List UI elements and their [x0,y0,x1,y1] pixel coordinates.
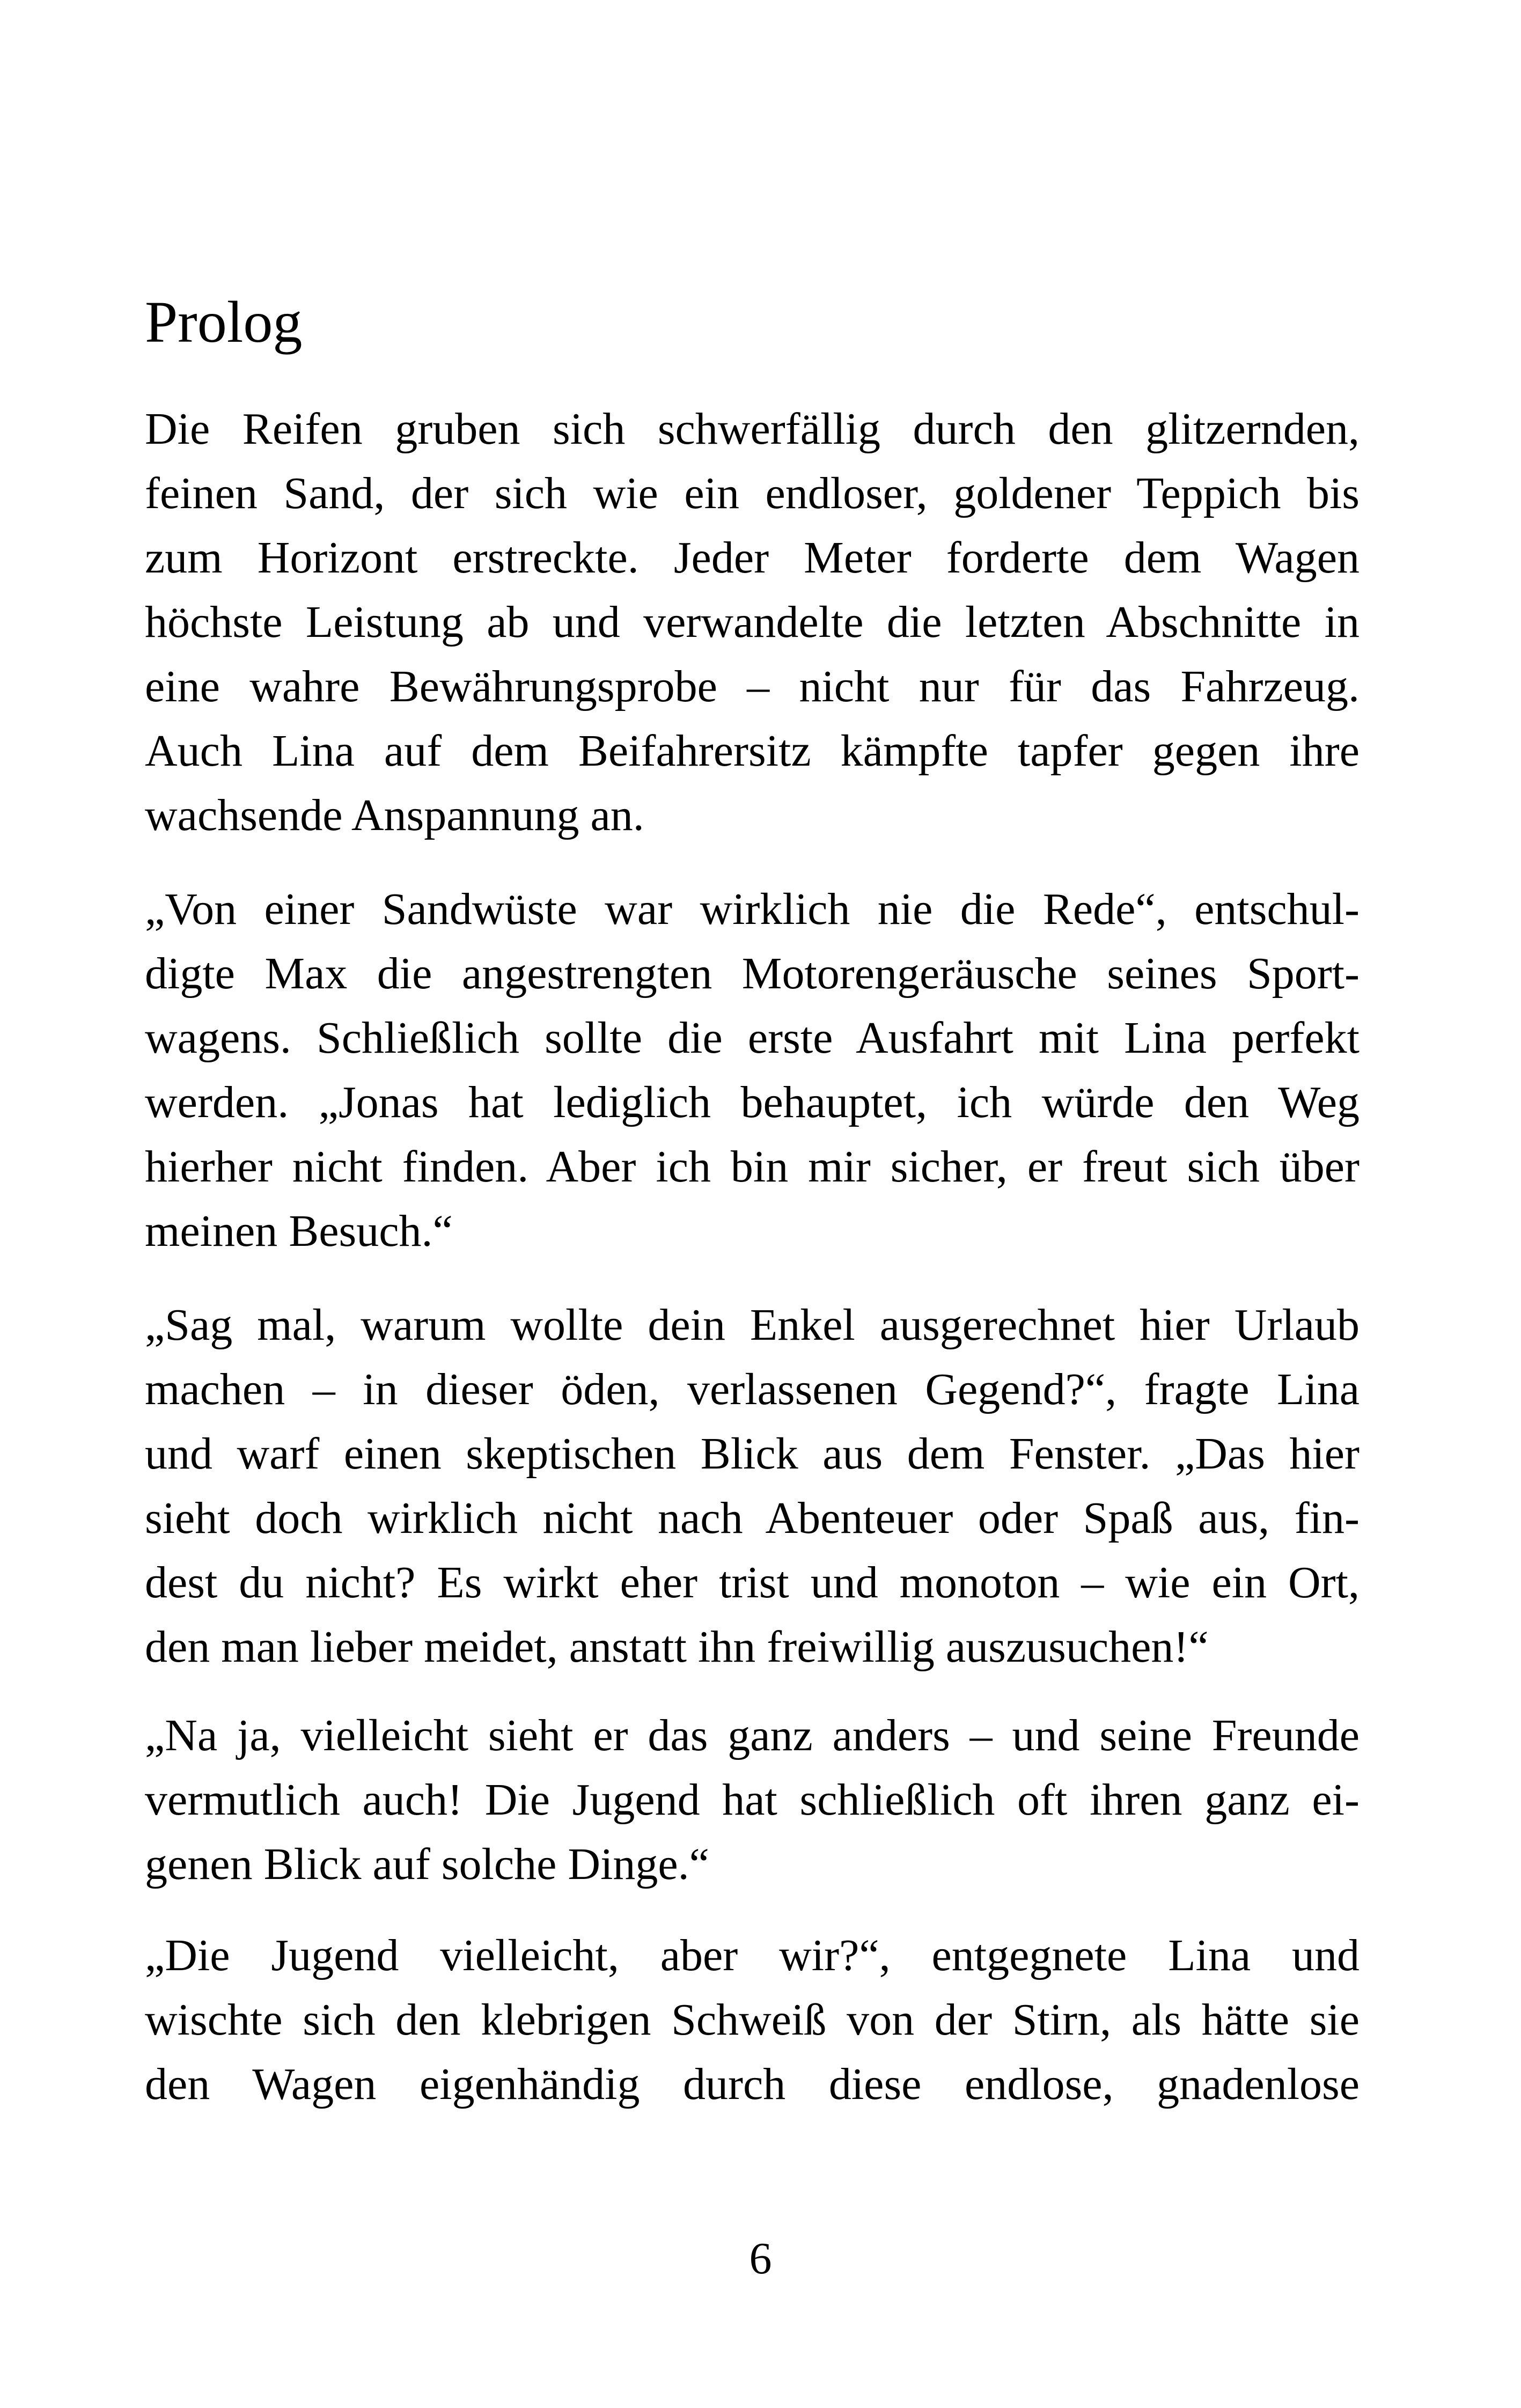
paragraph-1 [145,397,1360,848]
text-line: wachsende Anspannung an. [145,790,644,840]
text-line: den Wagen eigenhändig durch diese endlose, gnadenlose [145,2059,1360,2109]
text-line: zum Horizont erstreckte. Jeder Meter forderte dem Wagen [145,533,1360,583]
text-line: meinen Besuch.“ [145,1206,453,1256]
text-line: vermutlich auch! Die Jugend hat schließlich oft ihren ganz ei- [145,1775,1360,1825]
text-line: und warf einen skeptischen Blick aus dem Fenster. „Das hier [145,1429,1360,1479]
text-line: Die Reifen gruben sich schwerfällig durch den glitzernden, [145,404,1360,454]
text-line: hierher nicht finden. Aber ich bin mir sicher, er freut sich über [145,1142,1360,1192]
paragraph-2 [145,877,1360,1264]
chapter-title: Prolog [145,289,303,355]
text-line: „Die Jugend vielleicht, aber wir?“, entgegnete Lina und [145,1930,1360,1980]
text-line: „Von einer Sandwüste war wirklich nie die Rede“, entschul- [145,884,1360,934]
text-line: digte Max die angestrengten Motorengeräusche seines Sport- [145,949,1360,999]
text-line: werden. „Jonas hat lediglich behauptet, ich würde den Weg [145,1077,1360,1127]
text-line: genen Blick auf solche Dinge.“ [145,1839,709,1889]
text-line: eine wahre Bewährungsprobe – nicht nur für das Fahrzeug. [145,662,1360,711]
text-line: „Sag mal, warum wollte dein Enkel ausgerechnet hier Urlaub [145,1300,1360,1350]
page-number: 6 [749,2234,772,2284]
text-line: „Na ja, vielleicht sieht er das ganz anders – und seine Freunde [145,1710,1360,1760]
text-line: Auch Lina auf dem Beifahrersitz kämpfte tapfer gegen ihre [145,726,1360,776]
text-line: wischte sich den klebrigen Schweiß von der Stirn, als hätte sie [145,1995,1360,2045]
paragraph-3 [145,1293,1360,1679]
paragraph-5 [145,1924,1360,2117]
paragraph-4 [145,1704,1360,1897]
text-line: machen – in dieser öden, verlassenen Gegend?“, fragte Lina [145,1364,1360,1414]
text-line: wagens. Schließlich sollte die erste Ausfahrt mit Lina perfekt [145,1013,1360,1063]
text-line: höchste Leistung ab und verwandelte die letzten Abschnitte in [145,597,1360,647]
text-line: dest du nicht? Es wirkt eher trist und monoton – wie ein Ort, [145,1558,1360,1607]
text-line: den man lieber meidet, anstatt ihn freiwillig auszusuchen!“ [145,1622,1209,1672]
text-line: feinen Sand, der sich wie ein endloser, goldener Teppich bis [145,468,1360,518]
text-line: sieht doch wirklich nicht nach Abenteuer oder Spaß aus, fin- [145,1493,1360,1543]
